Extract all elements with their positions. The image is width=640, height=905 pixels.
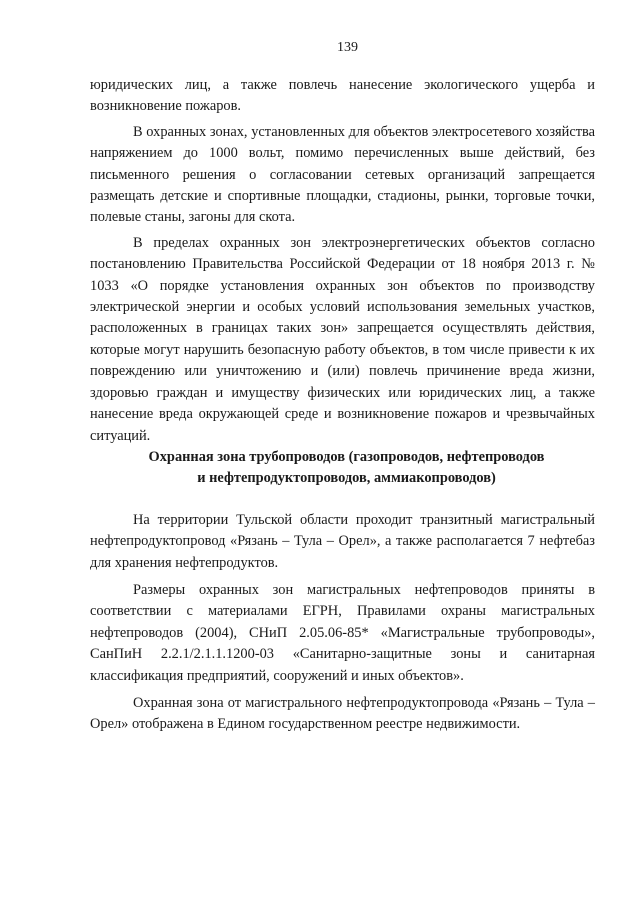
paragraph-energy-objects-zones: В пределах охранных зон электроэнергетических объектов согласно постановлению Правительства Российской Федерации от 18 ноября 2013 г. № 1033 «О порядке установления охранных зон объектов по производству электрической энергии и особых условий использования земельных участков, расположенных в границах таких зон» запрещается осуществлять действия, которые могут нарушить безопасную работу объектов, в том числе привести к их повреждению или уничтожению и (или) повлечь причинение вреда жизни, здоровью граждан и имуществу физических или юридических лиц, а также нанесение вреда окружающей среде и возникновение пожаров и чрезвычайных ситуаций.: [90, 234, 595, 444]
intro-paragraph: юридических лиц, а также повлечь нанесение экологического ущерба и возникновение пожаров.: [90, 77, 595, 115]
paragraph-registry: Охранная зона от магистрального нефтепродуктопровода «Рязань – Тула – Орел» отображена в Едином государственном реестре недвижимости.: [90, 694, 595, 733]
paragraph-power-grid-zones: В охранных зонах, установленных для объектов электросетевого хозяйства напряжением до 1000 вольт, помимо перечисленных выше действий, без письменного решения о согласовании сетевых организаций запрещается размещать детские и спортивные площадки, стадионы, рынки, торговые точки, полевые станы, загоны для скота.: [90, 123, 595, 226]
section-heading: [90, 447, 595, 490]
page-number: 139: [337, 40, 358, 55]
paragraph-zone-sizes: Размеры охранных зон магистральных нефтепроводов приняты в соответствии с материалами ЕГРН, Правилами охраны магистральных нефтепроводов (2004), СНиП 2.05.06-85* «Магистральные трубопроводы», СанПиН 2.2.1/2.1.1.1200-03 «Санитарно-защитные зоны и санитарная классификация предприятий, сооружений и иных объектов».: [90, 581, 595, 684]
paragraph-tula-pipeline: На территории Тульской области проходит транзитный магистральный нефтепродуктопровод «Рязань – Тула – Орел», а также располагается 7 нефтебаз для хранения нефтепродуктов.: [90, 511, 595, 571]
section-heading-line-2: и нефтепродуктопроводов, аммиакопроводов): [197, 470, 496, 487]
section-heading-line-1: Охранная зона трубопроводов (газопроводов, нефтепроводов: [148, 448, 545, 465]
document-page: [90, 40, 595, 736]
